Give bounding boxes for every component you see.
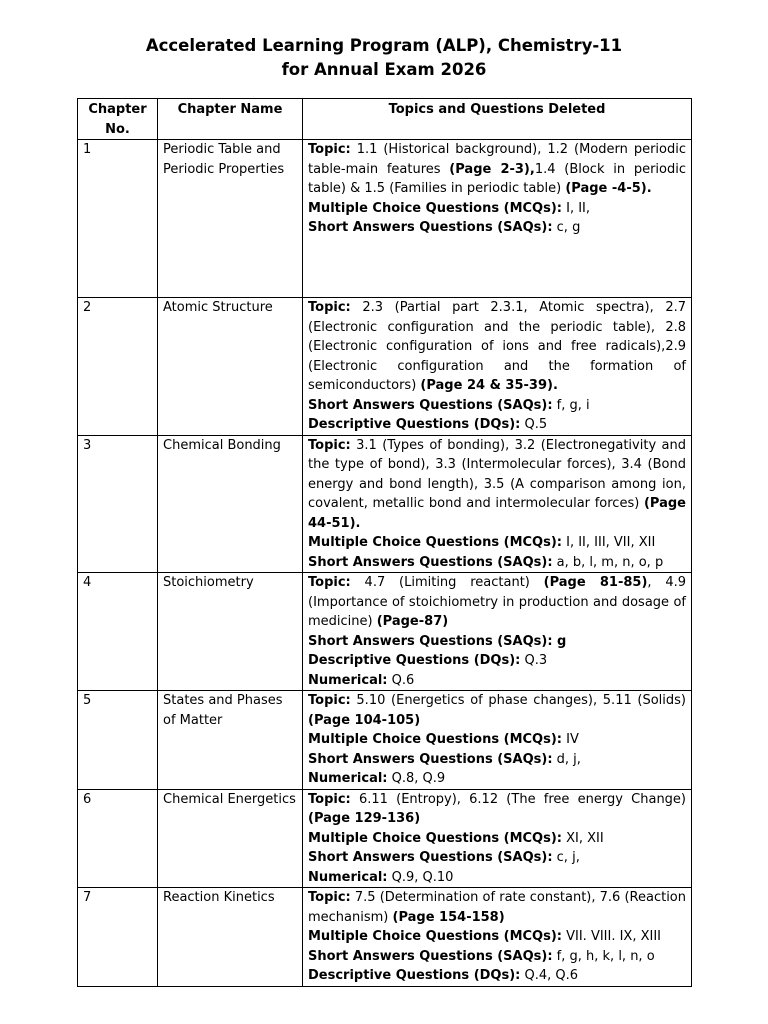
- chapter-number: 7: [78, 888, 158, 987]
- question-line: [308, 415, 686, 435]
- topic-page-ref: (Page -4-5).: [565, 181, 652, 196]
- topic-text: 2.3 (Partial part 2.3.1, Atomic spectra), 2.7 (Electronic configuration and the periodic table), 2.8 (Electronic configuration of ions and free radicals),2.9 (Electronic configuration and the formation of semiconductors): [308, 300, 686, 393]
- question-value: Q.3: [520, 653, 548, 668]
- topic-text: 3.1 (Types of bonding), 3.2 (Electronegativity and the type of bond), 3.3 (Intermolecular forces), 3.4 (Bond energy and bond length), 3.5 (A comparison among ion, covalent, metallic bond and intermolecular forces): [308, 437, 686, 511]
- question-value: f, g, h, k, l, n, o: [552, 948, 655, 964]
- question-label: Short Answers Questions (SAQs):: [308, 397, 553, 413]
- question-line: [308, 848, 686, 868]
- question-value: Q.9, Q.10: [387, 869, 454, 885]
- topic-page-ref: (Page 24 & 35-39).: [420, 378, 558, 393]
- question-line: [308, 218, 686, 238]
- chapter-name: Chemical Bonding: [158, 435, 303, 573]
- topic-page-ref: (Page 154-158): [392, 909, 505, 925]
- topic-line: [308, 888, 686, 927]
- topic-text: 7.5 (Determination of rate constant), 7.6 (Reaction mechanism): [308, 890, 686, 925]
- table-header-row: [78, 99, 692, 140]
- question-value: d, j,: [552, 751, 581, 767]
- question-line: [308, 730, 686, 750]
- chapter-number: 6: [78, 789, 158, 888]
- table-row: [78, 691, 692, 790]
- question-line: [308, 553, 686, 573]
- question-value: Q.5: [520, 417, 548, 432]
- question-label: Multiple Choice Questions (MCQs):: [308, 929, 562, 944]
- title-line-1: Accelerated Learning Program (ALP), Chemistry-11: [145, 36, 623, 55]
- topic-page-ref: (Page 81-85): [543, 575, 648, 590]
- question-line: [308, 868, 686, 888]
- question-label: Short Answers Questions (SAQs):: [308, 751, 553, 767]
- question-label: Numerical:: [308, 672, 388, 688]
- topic-line: [308, 436, 686, 534]
- question-label: Descriptive Questions (DQs):: [308, 417, 521, 432]
- question-line: [308, 632, 686, 652]
- topic-page-ref: (Page 44-51).: [308, 496, 686, 531]
- topic-line: [308, 140, 686, 199]
- question-label: Descriptive Questions (DQs):: [308, 653, 521, 668]
- topic-text: 5.10 (Energetics of phase changes), 5.11 (Solids): [350, 693, 686, 708]
- topics-cell: [303, 435, 692, 573]
- question-label: Descriptive Questions (DQs):: [308, 968, 521, 983]
- table-row: [78, 435, 692, 573]
- title-line-2: for Annual Exam 2026: [281, 60, 487, 79]
- chapter-name: Stoichiometry: [158, 573, 303, 691]
- question-value: XI, XII: [561, 830, 604, 846]
- question-label: Short Answers Questions (SAQs):: [308, 948, 553, 964]
- topic-text: 1.1 (Historical background), 1.2 (Modern periodic table-main features: [308, 142, 686, 177]
- topic-label: Topic:: [308, 142, 351, 157]
- question-label: Multiple Choice Questions (MCQs):: [308, 200, 562, 216]
- chapter-number: 4: [78, 573, 158, 691]
- question-value: IV: [561, 732, 579, 747]
- question-label: Numerical:: [308, 869, 388, 885]
- question-value: a, b, l, m, n, o, p: [552, 554, 664, 570]
- topic-page-ref: (Page 2-3),: [449, 161, 535, 177]
- chapter-number: 2: [78, 298, 158, 436]
- table-row: [78, 789, 692, 888]
- question-label: Short Answers Questions (SAQs):: [308, 554, 553, 570]
- chapter-name: Chemical Energetics: [158, 789, 303, 888]
- topic-label: Topic:: [308, 791, 351, 807]
- table-row: [78, 888, 692, 987]
- question-value: c, g: [552, 220, 581, 235]
- topics-cell: [303, 573, 692, 691]
- question-label: Short Answers Questions (SAQs):: [308, 850, 553, 865]
- topic-label: Topic:: [308, 693, 351, 708]
- question-value: Q.6: [387, 672, 415, 688]
- question-line: [308, 199, 686, 219]
- topic-label: Topic:: [308, 575, 351, 590]
- question-line: [308, 750, 686, 770]
- question-value: VII. VIII. IX, XIII: [561, 929, 662, 944]
- question-value: Q.8, Q.9: [387, 771, 446, 786]
- topics-cell: [303, 140, 692, 298]
- chapter-number: 5: [78, 691, 158, 790]
- question-value: I, II,: [561, 200, 591, 216]
- question-line: [308, 947, 686, 967]
- header-chapter-name: Chapter Name: [158, 99, 303, 140]
- question-line: [308, 966, 686, 986]
- question-line: [308, 927, 686, 947]
- table-row: [78, 298, 692, 436]
- chapter-name: States and Phases of Matter: [158, 691, 303, 790]
- chapter-name: Periodic Table and Periodic Properties: [158, 140, 303, 298]
- question-line: [308, 671, 686, 691]
- question-value: c, j,: [552, 850, 580, 865]
- chapter-name: Atomic Structure: [158, 298, 303, 436]
- topic-page-ref: (Page 129-136): [308, 811, 421, 826]
- question-label: Multiple Choice Questions (MCQs):: [308, 732, 562, 747]
- topic-text: 1.4 (Block in periodic table) & 1.5 (Families in periodic table): [308, 161, 686, 196]
- question-label: Numerical:: [308, 771, 388, 786]
- question-value: Q.4, Q.6: [520, 968, 579, 983]
- chapter-name: Reaction Kinetics: [158, 888, 303, 987]
- topic-text: , 4.9 (Importance of stoichiometry in production and dosage of medicine): [308, 575, 686, 629]
- table-row: [78, 140, 692, 298]
- topic-label: Topic:: [308, 890, 351, 905]
- topics-cell: [303, 298, 692, 436]
- topics-cell: [303, 691, 692, 790]
- question-label: Multiple Choice Questions (MCQs):: [308, 535, 562, 550]
- document-title: [0, 34, 768, 82]
- question-line: [308, 769, 686, 789]
- header-chapter-no: Chapter No.: [78, 99, 158, 140]
- chapter-number: 1: [78, 140, 158, 298]
- topic-line: [308, 298, 686, 396]
- header-topics: Topics and Questions Deleted: [303, 99, 692, 140]
- topic-text: 6.11 (Entropy), 6.12 (The free energy Change): [350, 791, 686, 807]
- topic-label: Topic:: [308, 300, 351, 315]
- topic-line: [308, 790, 686, 829]
- deleted-topics-table: [77, 98, 692, 987]
- chapter-number: 3: [78, 435, 158, 573]
- topic-text: 4.7 (Limiting reactant): [350, 575, 544, 590]
- question-value: f, g, i: [552, 397, 590, 413]
- question-label: Multiple Choice Questions (MCQs):: [308, 830, 562, 846]
- topic-page-ref: (Page-87): [376, 614, 449, 629]
- question-value: I, II, III, VII, XII: [561, 535, 656, 550]
- question-label: Short Answers Questions (SAQs):: [308, 220, 553, 235]
- question-line: [308, 829, 686, 849]
- table-row: [78, 573, 692, 691]
- topic-line: [308, 691, 686, 730]
- topic-line: [308, 573, 686, 632]
- topic-page-ref: (Page 104-105): [308, 712, 421, 728]
- question-line: [308, 396, 686, 416]
- question-line: [308, 651, 686, 671]
- question-label: Short Answers Questions (SAQs): g: [308, 633, 567, 649]
- question-line: [308, 533, 686, 553]
- topic-label: Topic:: [308, 437, 351, 453]
- topics-cell: [303, 789, 692, 888]
- topics-cell: [303, 888, 692, 987]
